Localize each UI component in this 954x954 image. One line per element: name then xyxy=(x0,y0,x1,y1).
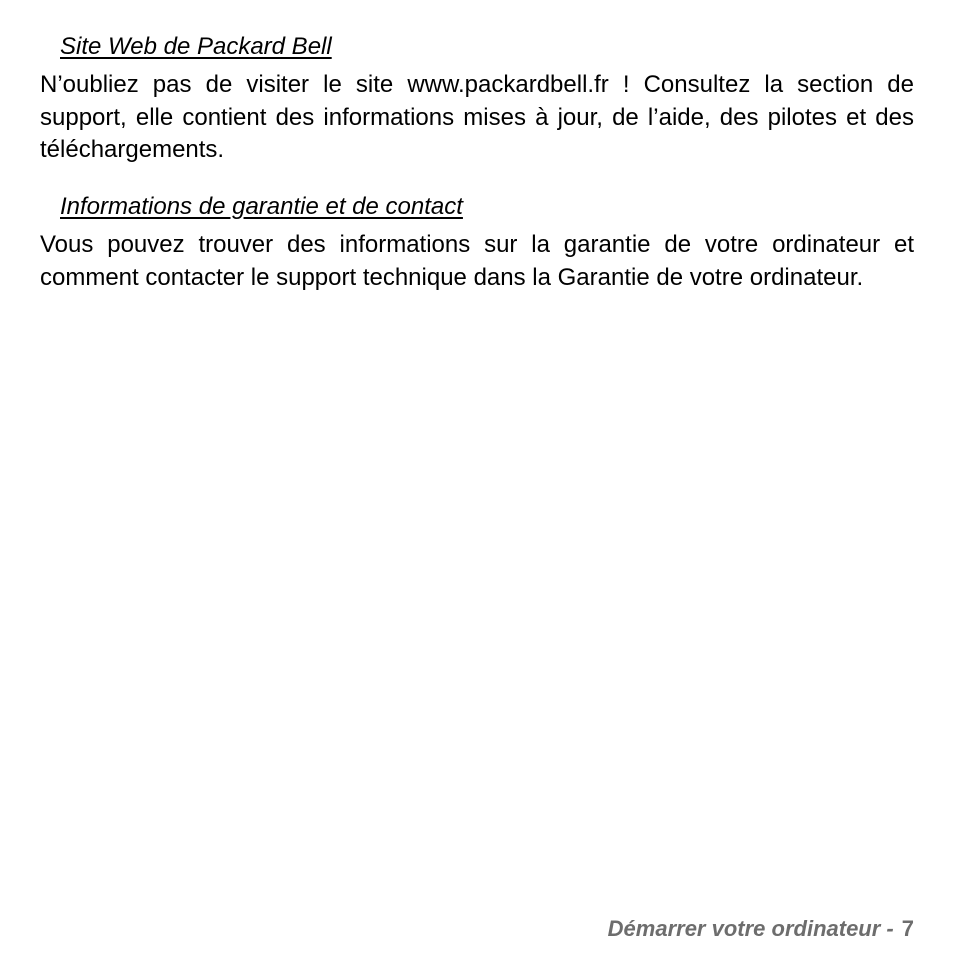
section-body-website: N’oubliez pas de visiter le site www.packardbell.fr ! Consultez la section de support, elle contient des informations mises à jour, de l’aide, des pilotes et des téléchargements. xyxy=(40,71,914,163)
section-heading-warranty: Informations de garantie et de contact xyxy=(60,193,463,220)
page-number: 7 xyxy=(901,916,914,941)
footer-chapter-title: Démarrer votre ordinateur - xyxy=(607,916,894,941)
section-heading-website: Site Web de Packard Bell xyxy=(60,33,332,60)
page-footer xyxy=(608,913,914,945)
section-body-warranty: Vous pouvez trouver des informations sur la garantie de votre ordinateur et comment contacter le support technique dans la Garantie de votre ordinateur. xyxy=(40,231,914,291)
